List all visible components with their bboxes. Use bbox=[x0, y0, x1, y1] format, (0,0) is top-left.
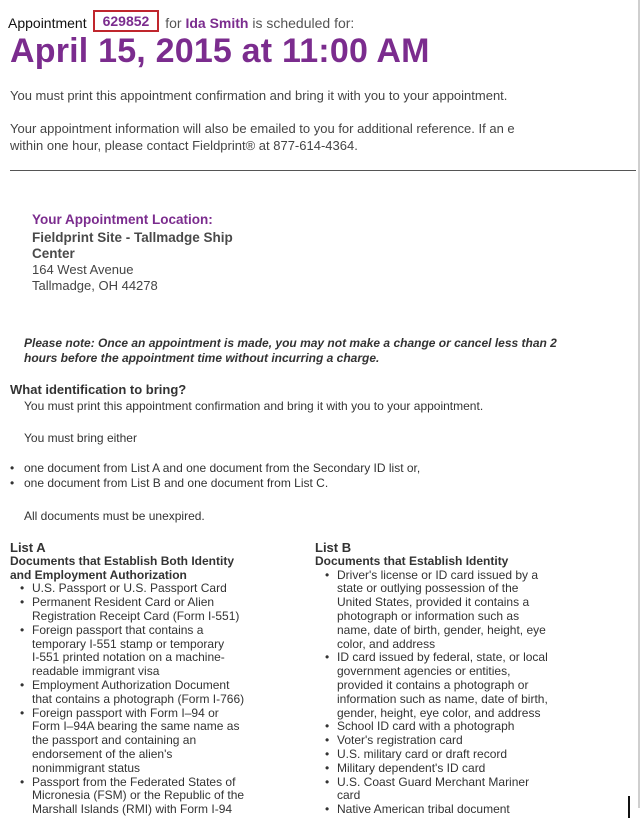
text-cursor-mark bbox=[628, 796, 630, 818]
list-item-line: Micronesia (FSM) or the Republic of the bbox=[32, 788, 245, 803]
list-item-line: endorsement of the alien's bbox=[32, 746, 173, 761]
list-item-line: photograph or information such as bbox=[337, 608, 520, 623]
scheduled-text: is scheduled for: bbox=[252, 15, 355, 31]
list-item bbox=[20, 776, 300, 817]
list-item bbox=[20, 624, 300, 679]
note-line-2: hours before the appointment time without incurring a charge. bbox=[24, 351, 380, 365]
list-a bbox=[10, 541, 300, 817]
list-item bbox=[325, 651, 615, 720]
list-item bbox=[20, 707, 300, 776]
list-a-title: List A bbox=[10, 540, 46, 555]
identification-either: You must bring either bbox=[24, 431, 137, 445]
print-instruction: You must print this appointment confirmation and bring it with you to your appointment. bbox=[10, 88, 508, 103]
list-item bbox=[325, 734, 615, 748]
list-item-line: I-551 printed notation on a machine- bbox=[32, 650, 225, 665]
list-item-line: • Voter's registration card bbox=[337, 733, 463, 748]
list-item: • one document from List A and one document from the Secondary ID list or, bbox=[10, 461, 421, 475]
applicant-name: Ida Smith bbox=[185, 15, 249, 31]
list-item-line: • Foreign passport with Form I–94 or bbox=[32, 705, 219, 720]
list-item bbox=[325, 762, 615, 776]
appointment-header bbox=[8, 12, 354, 34]
identification-options bbox=[10, 461, 420, 491]
list-item bbox=[325, 803, 615, 817]
list-item-line: color, and address bbox=[337, 636, 436, 651]
list-a-subtitle-1: Documents that Establish Both Identity bbox=[10, 553, 235, 568]
list-item bbox=[325, 776, 615, 804]
list-a-subtitle-2: and Employment Authorization bbox=[10, 567, 187, 582]
note-line-1: Please note: Once an appointment is made, you may not make a change or cancel less than 2 bbox=[24, 336, 557, 350]
list-item-line: card bbox=[337, 788, 361, 803]
list-item-line: • Native American tribal document bbox=[337, 802, 510, 817]
identification-heading: What identification to bring? bbox=[10, 382, 187, 397]
list-item bbox=[20, 679, 300, 707]
list-item-line: name, date of birth, gender, height, eye bbox=[337, 622, 546, 637]
appointment-date-time: April 15, 2015 at 11:00 AM bbox=[10, 32, 430, 70]
list-a-items bbox=[10, 582, 300, 817]
list-item bbox=[325, 748, 615, 762]
list-item bbox=[325, 569, 615, 652]
list-item-line: nonimmigrant status bbox=[32, 760, 141, 775]
list-b-items bbox=[315, 569, 615, 817]
list-item-line: • Employment Authorization Document bbox=[32, 677, 230, 692]
list-item-line: • Driver's license or ID card issued by a bbox=[337, 567, 539, 582]
list-item: • one document from List B and one document from List C. bbox=[10, 476, 329, 490]
email-info-line-1: Your appointment information will also be emailed to you for additional reference. If an e bbox=[10, 121, 515, 136]
address-line-2: Tallmadge, OH 44278 bbox=[32, 278, 158, 293]
list-item-line: temporary I-551 stamp or temporary bbox=[32, 636, 225, 651]
list-item-line: that contains a photograph (Form I-766) bbox=[32, 691, 245, 706]
list-item bbox=[20, 582, 300, 596]
list-item-line: readable immigrant visa bbox=[32, 664, 160, 679]
list-item-line: Registration Receipt Card (Form I-551) bbox=[32, 608, 240, 623]
list-item-line: • Permanent Resident Card or Alien bbox=[32, 595, 215, 610]
list-item-line: • School ID card with a photograph bbox=[337, 719, 515, 734]
list-item-line: Marshall Islands (RMI) with Form I-94 bbox=[32, 802, 233, 817]
site-name-line-2: Center bbox=[32, 246, 75, 261]
unexpired-note: All documents must be unexpired. bbox=[24, 509, 205, 523]
email-info bbox=[10, 120, 515, 154]
appointment-id: 629852 bbox=[102, 13, 150, 29]
list-item-line: • ID card issued by federal, state, or local bbox=[337, 650, 548, 665]
appointment-id-highlight bbox=[93, 10, 160, 32]
list-b-title: List B bbox=[315, 540, 352, 555]
address-line-1: 164 West Avenue bbox=[32, 262, 134, 277]
list-item-line: gender, height, eye color, and address bbox=[337, 705, 541, 720]
list-item-line: • Foreign passport that contains a bbox=[32, 622, 204, 637]
list-item-line: • U.S. Coast Guard Merchant Mariner bbox=[337, 774, 530, 789]
cancellation-note bbox=[24, 336, 557, 366]
list-item-line: United States, provided it contains a bbox=[337, 595, 530, 610]
appointment-location bbox=[32, 212, 233, 294]
list-item-line: Form I–94A bearing the same name as bbox=[32, 719, 240, 734]
list-item bbox=[325, 720, 615, 734]
list-item-line: government agencies or entities, bbox=[337, 664, 511, 679]
list-item-line: • U.S. Passport or U.S. Passport Card bbox=[32, 581, 227, 596]
for-word: for bbox=[165, 15, 182, 31]
list-b-subtitle: Documents that Establish Identity bbox=[315, 553, 509, 568]
list-item bbox=[20, 596, 300, 624]
confirmation-document bbox=[6, 0, 640, 817]
list-item-line: the passport and containing an bbox=[32, 733, 197, 748]
list-item-line: • Passport from the Federated States of bbox=[32, 774, 236, 789]
appointment-label: Appointment bbox=[8, 15, 87, 31]
list-item-line: • Military dependent's ID card bbox=[337, 760, 486, 775]
list-item-line: • U.S. military card or draft record bbox=[337, 746, 508, 761]
identification-print-note: You must print this appointment confirmation and bring it with you to your appointment. bbox=[24, 399, 484, 413]
email-info-line-2: within one hour, please contact Fieldprint® at 877-614-4364. bbox=[10, 138, 358, 153]
site-name-line-1: Fieldprint Site - Tallmadge Ship bbox=[32, 230, 233, 245]
list-item-line: state or outlying possession of the bbox=[337, 581, 519, 596]
section-divider bbox=[10, 170, 636, 171]
list-item-line: provided it contains a photograph or bbox=[337, 677, 529, 692]
location-heading: Your Appointment Location: bbox=[32, 212, 213, 227]
list-item-line: information such as name, date of birth, bbox=[337, 691, 548, 706]
list-b bbox=[315, 541, 615, 817]
